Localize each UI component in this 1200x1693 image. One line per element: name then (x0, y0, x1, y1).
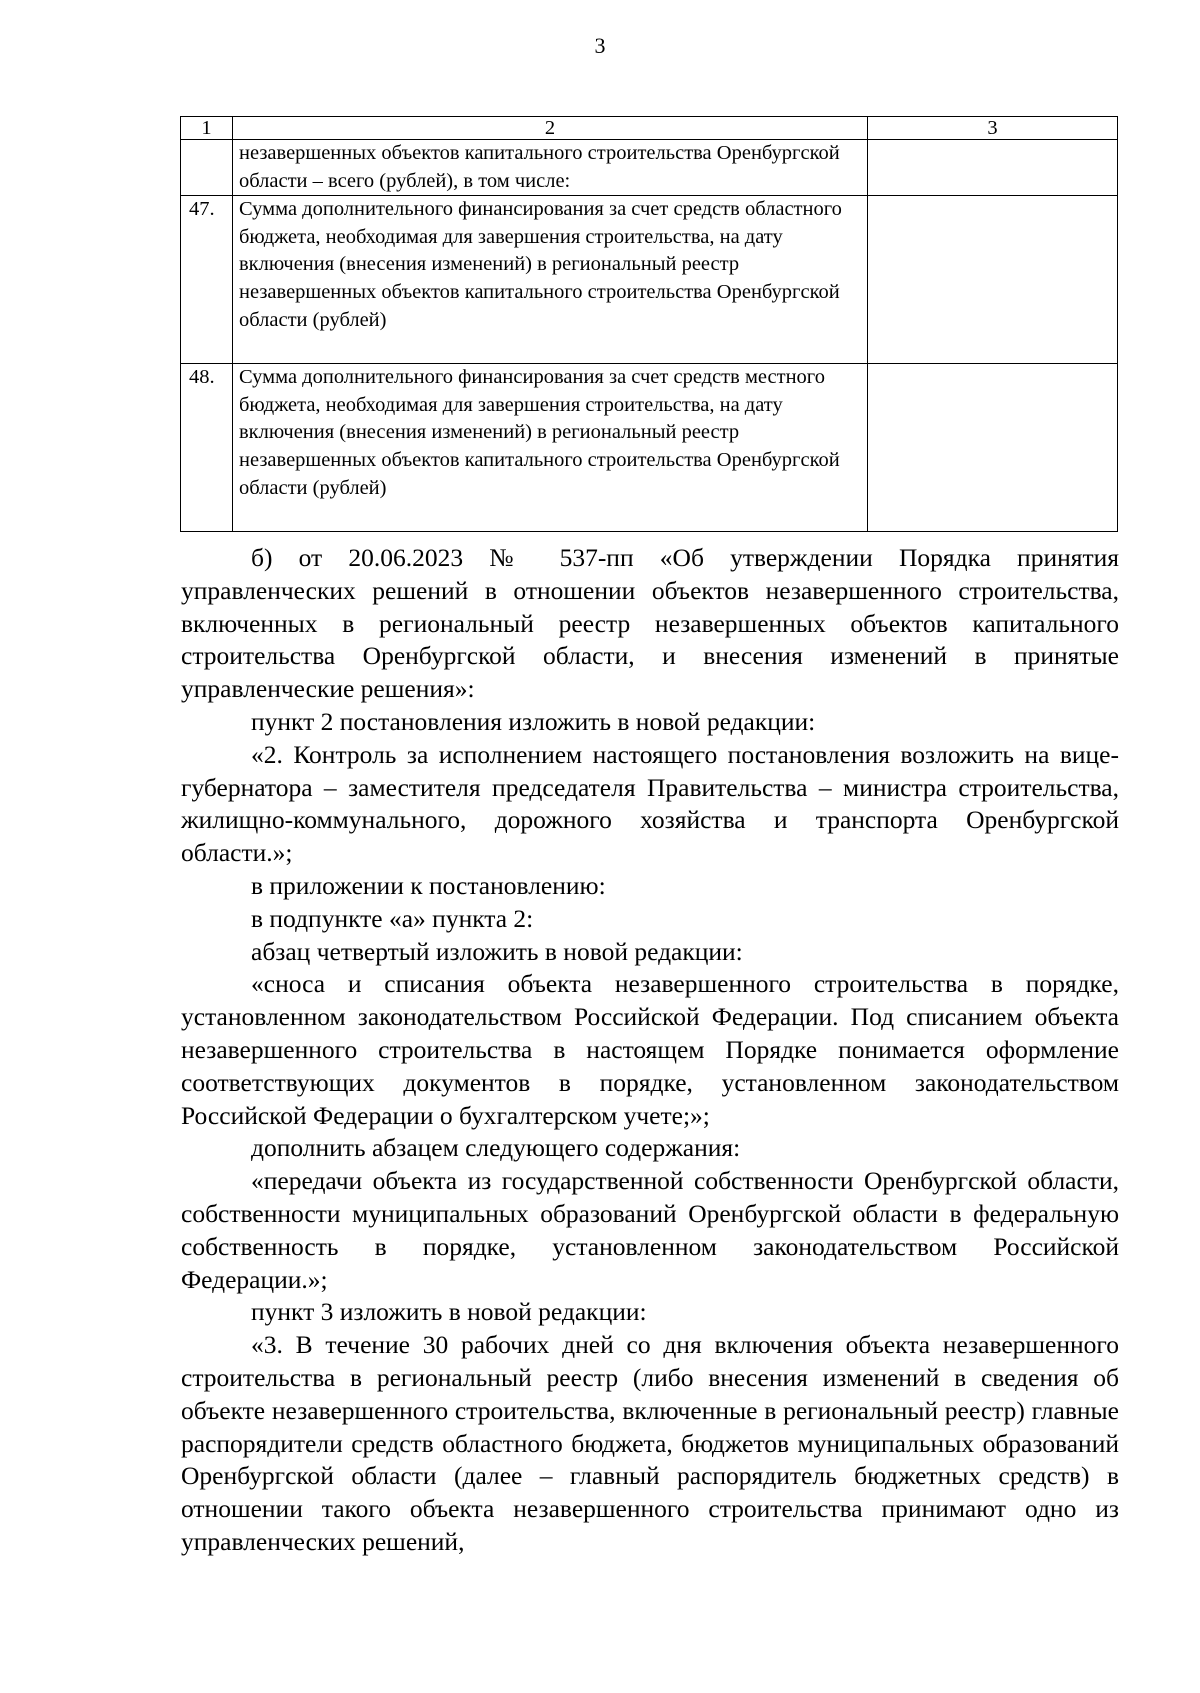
row-value (868, 140, 1118, 196)
row-text: Сумма дополнительного финансирования за счет средств областного бюджета, необходимая для завершения строительства, на дату включения (внесения изменений) в региональный реестр незавершенных объектов капитального строительства Оренбургской области (рублей) (233, 196, 868, 364)
row-number: 47. (181, 196, 233, 364)
paragraph: «сноса и списания объекта незавершенного строительства в порядке, установленном законодательством Российской Федерации. Под списанием объекта незавершенного строительства в настоящем Порядке понимается оформление соответствующих документов в порядке, установленном законодательством Российской Федерации о бухгалтерском учете;»; (181, 969, 1119, 1130)
table-row (181, 196, 1118, 364)
paragraph: пункт 2 постановления изложить в новой редакции: (251, 706, 816, 736)
paragraph: дополнить абзацем следующего содержания: (251, 1133, 741, 1163)
paragraph: «передачи объекта из государственной собственности Оренбургской области, собственности муниципальных образований Оренбургской области в федеральную собственность в порядке, установленном законодательством Российской Федерации.»; (181, 1166, 1119, 1294)
table-header-cell: 1 (181, 117, 233, 140)
paragraph: «3. В течение 30 рабочих дней со дня включения объекта незавершенного строительства в региональный реестр (либо внесения изменений в сведения об объекте незавершенного строительства, включенные в региональный реестр) главные распорядители средств областного бюджета, бюджетов муниципальных образований Оренбургской области (далее – главный распорядитель бюджетных средств) в отношении такого объекта незавершенного строительства принимают одно из управленческих решений, (181, 1330, 1119, 1556)
row-value (868, 196, 1118, 364)
data-table (180, 116, 1118, 532)
table-row (181, 364, 1118, 532)
paragraph: пункт 3 изложить в новой редакции: (251, 1297, 647, 1327)
table-header-cell: 3 (868, 117, 1118, 140)
row-number (181, 140, 233, 196)
paragraph: абзац четвертый изложить в новой редакции: (251, 936, 743, 966)
document-body (181, 542, 1119, 1559)
row-text: Сумма дополнительного финансирования за счет средств местного бюджета, необходимая для завершения строительства, на дату включения (внесения изменений) в региональный реестр незавершенных объектов капитального строительства Оренбургской области (рублей) (233, 364, 868, 532)
table-header-cell: 2 (233, 117, 868, 140)
page-number: 3 (594, 33, 606, 58)
paragraph: в приложении к постановлению: (251, 870, 606, 900)
paragraph: в подпункте «а» пункта 2: (251, 903, 534, 933)
paragraph: «2. Контроль за исполнением настоящего постановления возложить на вице-губернатора – заместителя председателя Правительства – министра строительства, жилищно-коммунального, дорожного хозяйства и транспорта Оренбургской области.»; (181, 739, 1119, 868)
paragraph: б) от 20.06.2023 № 537-пп «Об утверждении Порядка принятия управленческих решений в отношении объектов незавершенного строительства, включенных в региональный реестр незавершенных объектов капитального строительства Оренбургской области, и внесения изменений в принятые управленческие решения»: (181, 543, 1119, 704)
row-value (868, 364, 1118, 532)
row-number: 48. (181, 364, 233, 532)
row-text: незавершенных объектов капитального строительства Оренбургской области – всего (рублей), в том числе: (233, 140, 868, 196)
table-row (181, 140, 1118, 196)
table-header-row (181, 117, 1118, 140)
